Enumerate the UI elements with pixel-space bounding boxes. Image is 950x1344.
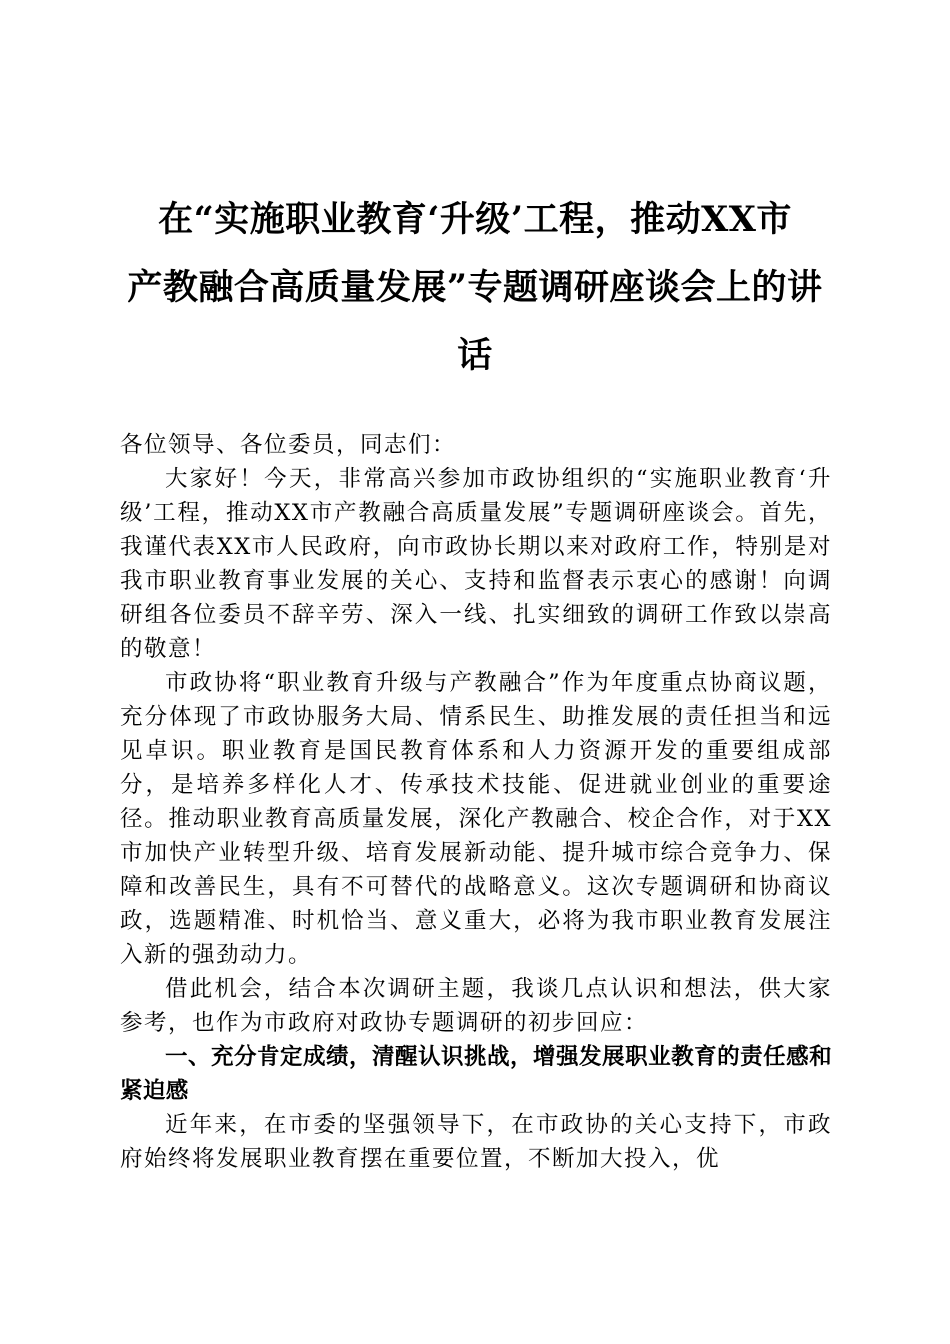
salutation: 各位领导、各位委员，同志们： [120, 432, 457, 458]
title-line-2: 产教融合高质量发展”专题调研座谈会上的讲 [127, 267, 823, 308]
document-body [120, 428, 832, 1176]
document-title [100, 186, 850, 390]
paragraph-achievements: 近年来，在市委的坚强领导下，在市政协的关心支持下，市政府始终将发展职业教育摆在重要位置，不断加大投入，优 [120, 1112, 832, 1172]
paragraph-significance: 市政协将“职业教育升级与产教融合”作为年度重点协商议题，充分体现了市政协服务大局、情系民生、助推发展的责任担当和远见卓识。职业教育是国民教育体系和人力资源开发的重要组成部分，是培养多样化人才、传承技术技能、促进就业创业的重要途径。推动职业教育高质量发展，深化产教融合、校企合作，对于XX市加快产业转型升级、培育发展新动能、提升城市综合竞争力、保障和改善民生，具有不可替代的战略意义。这次专题调研和协商议政，选题精准、时机恰当、意义重大，必将为我市职业教育发展注入新的强劲动力。 [120, 670, 832, 968]
paragraph-greeting: 大家好！今天，非常高兴参加市政协组织的“实施职业教育‘升级’工程，推动XX市产教融合高质量发展”专题调研座谈会。首先，我谨代表XX市人民政府，向市政协长期以来对政府工作，特别是对我市职业教育事业发展的关心、支持和监督表示衷心的感谢！向调研组各位委员不辞辛劳、深入一线、扎实细致的调研工作致以崇高的敬意！ [120, 466, 832, 662]
section-heading-1: 一、充分肯定成绩，清醒认识挑战，增强发展职业教育的责任感和紧迫感 [120, 1044, 832, 1104]
title-line-1: 在“实施职业教育‘升级’工程，推动XX市 [158, 199, 792, 240]
paragraph-transition: 借此机会，结合本次调研主题，我谈几点认识和想法，供大家参考，也作为市政府对政协专题调研的初步回应： [120, 976, 832, 1036]
title-line-3: 话 [457, 335, 493, 376]
